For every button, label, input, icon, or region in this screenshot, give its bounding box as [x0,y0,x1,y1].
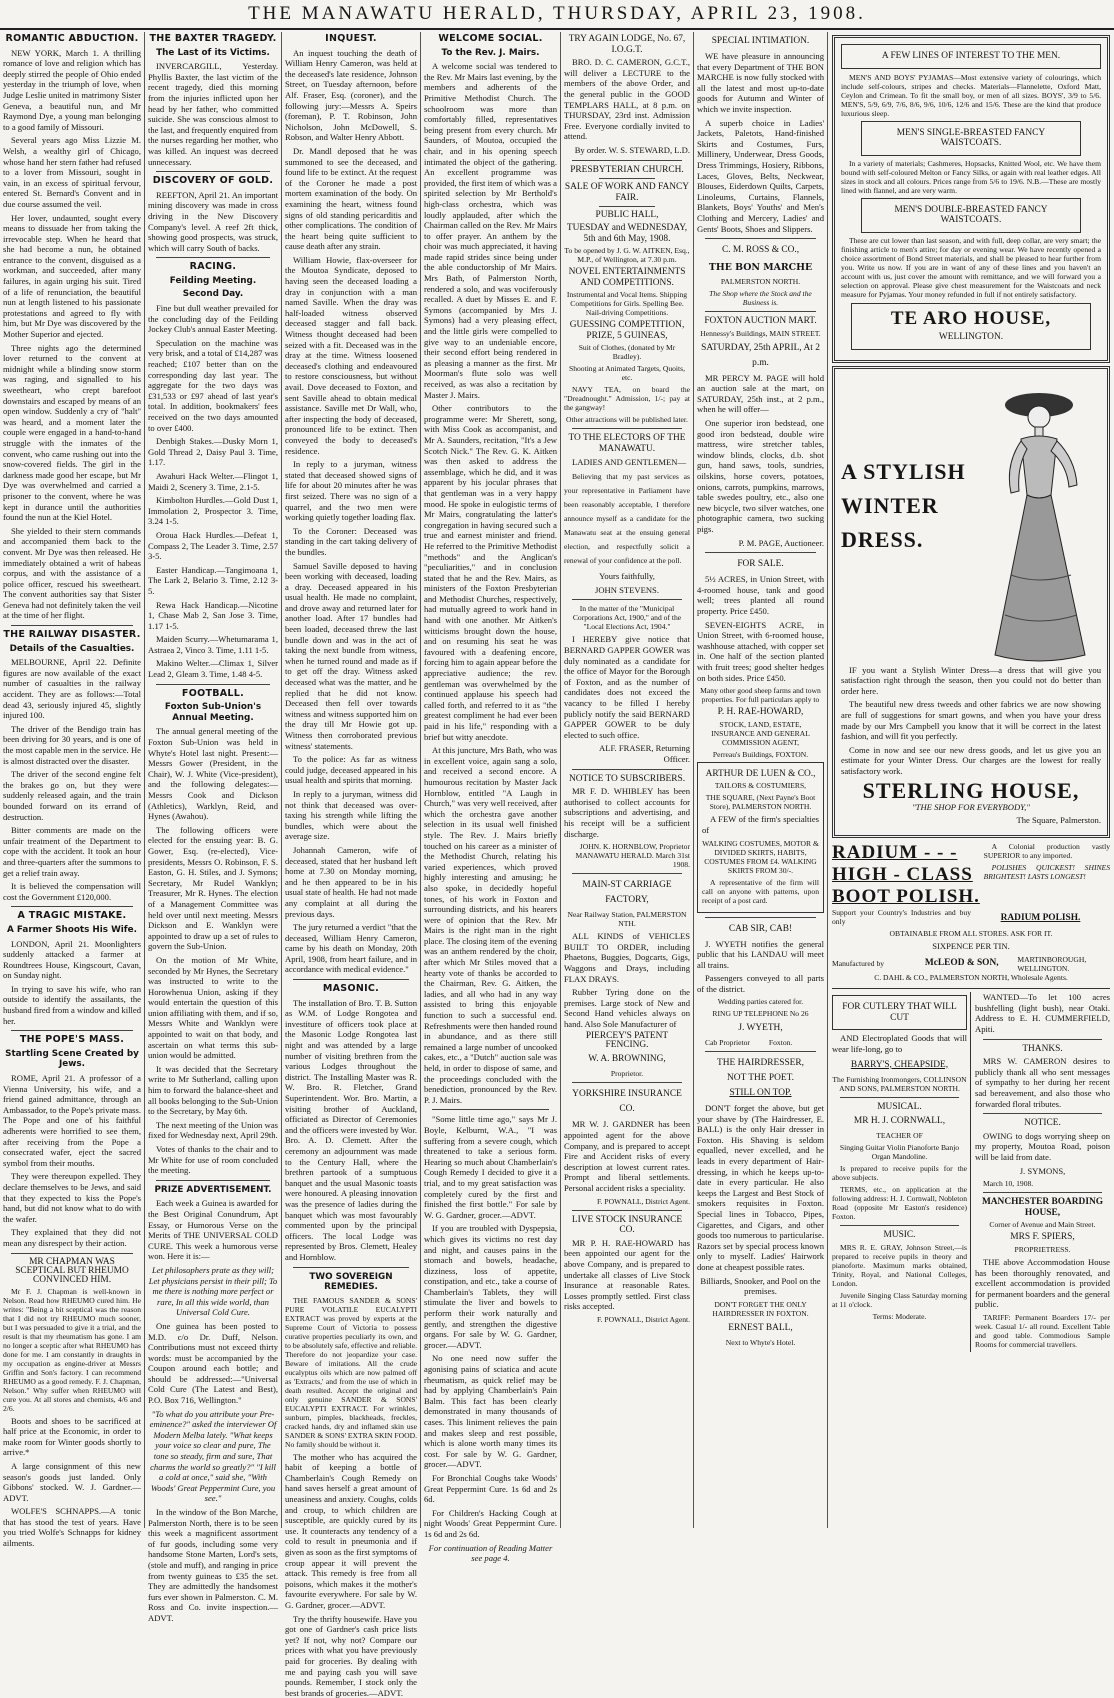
ad-signature: J. SYMONS, [1019,1165,1066,1176]
ad-title-block [832,842,984,908]
ad-text: OWING to dogs worrying sheep on my property, Moutoa Road, poison will be laid from date. [975,1130,1110,1162]
article-text: Fine but dull weather prevailed for the concluding day of the Feilding Jockey Club's annual Easter Meeting. [148,303,278,335]
article-text: LONDON, April 21. Moonlighters suddenly attacked a farmer at Roundtrees House, Kingscourt, Cavan, on Sunday night. [3,938,141,981]
ad-text: Wedding parties catered for. [717,997,804,1007]
ad-text: Proprietor. [610,1069,644,1079]
ad-text: Try the thrifty housewife. Have you got one of Gardner's cash price lists yet? If not, why not? Compare our prices with what you have previously paid for groceries. By dealing with me and paying cash you will save pounds. Remember, I stock only the best brands of groceries.—ADVT. [285,1613,417,1698]
ad-heading: NOTICE. [1024,1118,1061,1129]
verse: Let philosophers prate as they will; Let physicians persist in their pill; To me there is nothing more perfect or rare, In all this wide world, than Universal Cold Cure. [148,1264,278,1318]
ad-heading: MUSICAL. [877,1101,922,1112]
ad-title-block [841,375,981,557]
subheadline: Foxton Sub-Union's Annual Meeting. [164,702,262,723]
ad-text: No one need now suffer the agonising pains of sciatica and acute rheumatism, as quick relief may be had by applying Chamberlain's Pain Balm. This fact has been clearly demonstrated in many thousands of cases. This liniment relieves the pain and makes sleep and rest possible, which is alone worth many times its cost. For sale by W. G. Gardner, grocer.—ADVT. [424,1353,557,1470]
column-4 [421,32,560,1564]
subheadline: To the Rev. J. Mairs. [441,47,540,58]
race-result: Rewa Hack Handicap.—Nicotine 1, Chase Mab 2, San Jose 3. Time, 1.17 1-5. [148,599,278,631]
ad-title: STERLING HOUSE, [862,777,1080,803]
ad-text: TEACHER OF [876,1131,923,1141]
article-text: The driver of the second engine felt the brakes go on, but they were suddenly released again, and the train bounded forward on its errand of destruction. [3,769,141,822]
article-text: Several years ago Miss Lizzie M. Welsh, a wealthy girl of Chicago, whose hand her stern father had refused to a lover from Missouri, sought in vain, in an excess of spiritual fervour, entered St. Bernard's Convent and in due course assumed the veil. [3,135,141,209]
bon-marche-logo: THE BON MARCHE [708,262,813,274]
ad-text: By order. W. S. STEWARD, L.D. [574,144,690,155]
ad-heading: SATURDAY, 25th APRIL, At 2 p.m. [701,342,820,368]
ad-text: In a variety of materials; Cashmeres, Hopsacks, Knitted Wool, etc. We have them bound with self-coloured Melton or Fancy Silks, or again with real leather edges. All sizes in stock and all colours. Prices range from 5/6 to 19/6. N.B.—These are mostly lined with flannel, and are very warm. [841,158,1101,195]
ad-text: MEN'S AND BOYS' PYJAMAS—Most extensive variety of colourings, which include self-colours, stripes and checks. Materials—Flannelette, Oxford Matt, Ceylon and Crimean. To fit the small boy, or men of all sizes. BOYS', 3/9 to 5/6. MEN'S, 5/9, 6/9, 7/6, 8/6, 9/6, 10/6, 12/6 and 15/6. These are the kind that produce luxurious sleep. [841,72,1101,118]
ad-heading: MEN'S DOUBLE-BREASTED FANCY WAISTCOATS. [894,204,1048,226]
ad-text: MR P. H. RAE-HOWARD has been appointed our agent for the above Company, and is prepared to undertake all classes of Live Stock Insurance at reasonable Rates. Losses promptly settled. First class risks accepted. [564,1237,690,1312]
ad-text: A FEW of the firm's specialties of [702,814,819,835]
ad-text: MRS R. E. GRAY, Johnson Street,—is prepared to receive pupils in theory and pianoforte. Maximum marks obtained, Trinity, Royal, and National Colleges, London. [832,1242,967,1288]
ad-text: I HEREBY give notice that BERNARD GAPPER GOWER was duly nominated as a candidate for the office of Mayor for the Borough of Foxton, and as the number of candidates does not exceed the vacancy to be filled I hereby publicly notify the said BERNARD GAPPER GOWER to be duly elected to such office. [564,634,690,740]
article-text: Johannah Cameron, wife of deceased, stated that her husband left home at 7.30 on Monday morning, and he then appeared to be in his usual state of health. He had not made any complaint at all during the previous days. [285,844,417,919]
ad-signature: ALF. FRASER, Returning Officer. [599,743,690,764]
headline: DISCOVERY OF GOLD. [152,175,274,187]
ad-side-text [984,842,1110,908]
ad-text: AND Electroplated Goods that will wear life-long, go to [832,1033,967,1055]
article-text: Bitter comments are made on the unfair treatment of the Department to cope with the accident. It took an hour and three-quarters after the summons to get a relief train away. [3,825,141,878]
ad-box-sterling [832,366,1110,838]
ad-title: A STYLISH [841,458,966,484]
ad-text: OBTAINABLE FROM ALL STORES. ASK FOR IT. [889,928,1053,938]
ad-heading: PIERCEY'S PATENT FENCING. [585,1031,669,1051]
headline: MASONIC. [322,983,380,995]
ad-heading: PRESBYTERIAN CHURCH. [570,164,684,175]
subheadline: Startling Scene Created by Jews. [5,1048,139,1070]
ad-text: TAILORS & COSTUMIERS, [714,781,807,791]
ad-text: J. WYETH notifies the general public that his LANDAU will meet all trains. [697,938,824,970]
ad-text: TARIFF: Permanent Boarders 17/- per week. Casual 1/- all round. Excellent Table and good table. Commodious Sample Rooms for commercial travellers. [975,1312,1110,1349]
ad-heading: THE HAIRDRESSER, [717,1058,804,1069]
headline: THE BAXTER TRAGEDY. [149,33,277,44]
column-3 [282,32,420,1698]
ad-text: A Colonial production vastly SUPERIOR to any imported. [983,841,1110,860]
ad-text: One guinea has been posted to M.D. c/o Dr. Duff, Nelson. Contributions must not exceed thirty words: must be accompanied by the Coupon around each bottle; and should be addressed:—"Universal Cold Cure (The Latest and Best), P.O. Box 716, Wellington." [148,1320,278,1406]
ad-text: "Some little time ago," says Mr J. Boyle, Kelburnt, W.A., "I was suffering from a severe cough, which threatened to take a serious form. Hearing so much about Chamberlain's Cough Remedy I decided to give it a trial, and to my great satisfaction was completely cured by the first and finished the first bottle." For sale by W. G. Gardner, grocer.—ADVT. [424,1114,557,1220]
ad-heading: C. M. ROSS & CO., [721,245,800,256]
ad-text: Many other good sheep farms and town properties. For full particulars apply to [700,686,821,705]
race-result: Denbigh Stakes.—Dusky Morn 1, Gold Thread 2, Daisy Paul 3. Time, 1.17. [148,436,278,468]
ad-heading: P. H. RAE-HOWARD, [717,707,804,718]
ad-text: WANTED—To let 100 acres bushfelling (light bush), near Otaki. Address to E. H. CUMMERFIELD, Apiti. [975,992,1110,1035]
ad-row [832,908,1110,929]
ad-text: To be opened by J. G. W. AITKEN, Esq., M.P., of Wellington, at 7.30 p.m. [564,246,690,265]
ad-text: In the window of the Bon Marche, Palmerston North, there is to be seen this week a magnificent assortment of fur goods, including some very handsome Stone Marten, Lord's sets, (stole and muff), and ranging in price from twenty guineas to £35 the set. They are admittedly the handsomest furs ever shown in Palmerston. C. M. Ross and Co. invite inspection.—ADVT. [148,1507,278,1623]
ad-text: PROPRIETRESS. [1014,1244,1071,1254]
ad-text: NAVY TEA, on board the "Dreadnought." Admission, 1/-; pay at the gangway! [564,385,690,413]
ad-text: THE FAMOUS SANDER & SONS' PURE VOLATILE EUCALYPTI EXTRACT was proved by experts at the Supreme Court of Victoria to possess curative properties peculiarly its own, and to be absolutely safe, effective and reliable. Therefore do not jeopardize your case. Beware of imitations. All the crude eucalyptus oils which are now palmed off as 'Extracts,' and from the use of which in death resulted. Accept the original and only genuine SANDER & SONS' EUCALYPTI EXTRACT. For wrinkles, sunburn, pimples, blackheads, freckles, cracked hands, dry and inflamed skin use SANDER & SONS' EXTRA SKIN FOOD. No family should be without it. [285,1295,417,1449]
ad-text: One superior iron bedstead, one good iron bedstead, double wire mattress, wire stretcher tables, window blinds, clocks, d.b. shot gun, hand saws, tools, sundries, oilskins, horse covers, potatoes, onions, carrots, pumpkins, marrows, table swedes poultry, etc., also one new bicycle, two silver watches, one photographic camera, two sucking pigs. [697,418,824,534]
ad-text: Near Railway Station, PALMERSTON NTH. [567,910,687,929]
ad-heading-box [861,198,1081,233]
headline: THE POPE'S MASS. [19,1034,125,1046]
masthead: THE MANAWATU HERALD, THURSDAY, APRIL 23, 1908. [0,0,1114,30]
ad-text: IF you want a Stylish Winter Dress—a dress that will give you satisfaction right through the season, then you could not do better than order here. [841,664,1101,696]
race-result: Awahuri Hack Welter.—Flingot 1, Maidi 2, Scenery 3. Time, 2.1-5. [148,470,278,492]
article-text: Three nights ago the determined lover returned to the convent at midnight while a blinding snow storm was raging, and signalled to his sweetheart, who crept barefoot downstairs and escaped by means of an open window. Suddenly a cry of "halt" was heard, and a moment later the couple were engaged in a hand-to-hand struggle with the inmates of the convent, who came rushing out into the snow-covered fields. The girl in the darkness made good her escape, but Mr Dye was overwhelmed and carried a prisoner to the convent, where he was kept in durance until the authorities found the nun at the Kiel Hotel. [3,342,141,523]
ad-text: Boots and shoes to be sacrificed at half price at the Economic, in order to make room for Winter goods shortly to arrive.* [3,1415,141,1458]
article-text: Speculation on the machine was very brisk, and a total of £14,287 was reached; £107 better than on the corresponding day last year. The aggregate for the two days was £31,533 or £97 ahead of last year's total. In addition, bookmakers' fees received on the two days amounted to over £400. [148,337,278,433]
ad-text: Shooting at Animated Targets, Quoits, etc. [568,364,686,383]
ad-heading: THANKS. [1022,1043,1063,1054]
ad-heading: BARRY'S, CHEAPSIDE, [850,1059,949,1070]
ad-text: A representative of the firm will call on anyone with patterns, upon receipt of a post card. [702,877,819,905]
ad-heading: RADIUM POLISH. [1000,912,1081,923]
ad-text: Mr F. J. Chapman is well-known in Nelson. Read how RHEUMO cured him. He writes: "Being a bit sceptical was the reason that I did not try RHEUMO much sooner, but I was persuaded to give it a trial, and the result is that my rheumatism has gone. I am no longer a sceptic after what RHEUMO has done for me. I am constantly in draughts in my occupation as engine-driver at Messrs Griffin and Son's factory. I can recommend RHEUMO as a good remedy. F. J. Chapman, Nelson." Why suffer when RHEUMO will cure you. At all stores and chemists, 4/6 and 2/6. [3,1286,141,1413]
ad-text: A superb choice in Ladies' Jackets, Paletots, Hand-finished Skirts and Costumes, Furs, Millinery, Underwear, Dress Goods, Dress Trimmings, Hosiery, Ribbons, Laces, Gloves, Belts, Neckwear, Blouses, Eiderdown Quilts, Carpets, Linoleums, Curtains, Flannels, Blankets, Boys' Youths' and Men's Clothing and Mercery, Ladies' and Gents' Boots, Shoes and Slippers. [697,117,824,234]
ad-text: The Shop where the Stock and the Business is. [709,289,812,308]
ad-text: SEVEN-EIGHTS ACRE, in Union Street, with 6-roomed house, washhouse attached, with copper set in. One half of the section planted with fruit trees; good shelter hedges on both sides. Price £450. [697,619,824,683]
ad-text: Believing that my past services as your representative in Parliament have been reasonably acceptable, I therefore announce myself as a candidate for the Manawatu seat at the ensuing general election, and respectfully solicit a renewal of your confidence at the poll. [564,472,690,566]
ad-text: SIXPENCE PER TIN. [932,940,1010,951]
column-7 [828,32,1114,1528]
ad-heading: W. A. BROWNING, [588,1054,666,1065]
ad-text: Come in now and see our new dress goods, and let us give you an estimate for your Winter Dress. Our charges are the lowest for really satisfactory work. [841,744,1101,776]
ad-text: Terms: Moderate. [872,1311,927,1321]
ad-text: THE SQUARE, (Next Payne's Boot Store), PALMERSTON NORTH. [705,793,816,812]
subheadline: A Farmer Shoots His Wife. [7,924,137,935]
ad-text: MR W. J. GARDNER has been appointed agent for the above Company, and is prepared to accept Fire and Accident risks of every description at lowest current rates. Prompt and liberal settlements. Personal accident risks a speciality. [564,1119,690,1194]
ad-text: The beautiful new dress tweeds and other fabrics we are now showing are full of suggestions for smart gowns, and when you have your dress made by our Mrs Campbell you know that it will be correct in the latest fashion, and will fit you perfectly. [841,699,1101,742]
ad-text: POLISHES QUICKEST! SHINES BRIGHTEST! LASTS LONGEST! [983,862,1110,881]
article-text: In reply to a juryman, witness did not think that deceased was over-taxing his strength while lifting the bundles, which were about the average size. [285,788,417,842]
article-text: Votes of thanks to the chair and to Mr White for use of room concluded the meeting. [148,1144,278,1176]
ad-heading: MEN'S SINGLE-BREASTED FANCY WAISTCOATS. [896,127,1046,149]
article-text: Other contributors to the programme were: Mr Sherett, song, with Miss Cook as accompanist, and Mr A. Saunders, recitation, "It's a Jew Scotch Nick." The Rev. G. K. Aitken was then asked to address the assemblage, which he did, and it was apparent by his jocular phrases that that gentleman was in a very happy mood. He spoke in eulogistic terms of Mr Mairs, congratulating the latter's congregation in having secured such a true and earnest minister and friend. He referred to the Primitive Methodist "methods" and the Anglican's "peculiarities," and in conclusion stated that he and the Rev. Mairs, as ministers of the Foxton Presbyterian and Methodist Churches, respectively, had mutually agreed to work hand in hand with one another. Mr Aitken's witticisms brought down the house, and on resuming his seat he was favoured with a deafening encore, forcing him to again appear before the appreciative audience; the rev. gentleman was overwhelmed by the continued applause his speech had called forth, and referred to it as "the greatest compliment he had ever been paid in his life," responding with a brief but witty anecdote. [424,403,557,742]
article-text: William Howie, flax-overseer for the Moutoa Syndicate, deposed to having seen the deceased loading a dray in conjunction with a man named Saville. When the dray was half-loaded witness observed deceased stagger and fall back. Witness thought deceased had been seized with a fit. Deceased was in the dray at the time. Witness loosened deceased's clothing and endeavoured to restore consciousness, but without avail. Dove deceased to Foxton, and sent Saville ahead to obtain medical assistance. Saville met Dr Wall, who, after inspecting the body of deceased, pronounced life to be extinct. Then conveyed the body to deceased's residence. [285,254,417,456]
ad-heading: WELLINGTON. [938,331,1004,342]
ad-text: 5½ ACRES, in Union Street, with 4-roomed house, tank and good well; trees planted all round property. Price £450. [697,574,824,616]
ad-box [697,762,824,913]
headline: TWO SOVEREIGN REMEDIES. [309,1271,393,1293]
ad-text: LADIES AND GENTLEMEN— [572,456,687,467]
ad-heading: MUSIC. [883,1230,916,1241]
ad-heading: TO THE ELECTORS OF THE MANAWATU. [568,433,686,455]
ad-heading: PUBLIC HALL, [595,210,659,221]
ad-title: DRESS. [841,526,924,552]
ad-box-te-aro [832,35,1110,363]
ad-text: Hennessy's Buildings, MAIN STREET. [700,328,821,338]
ad-signature: P. M. PAGE, Auctioneer. [738,537,824,548]
woman-in-dress-illustration [981,375,1101,665]
ad-heading: MR CHAPMAN WAS SCEPTICAL BUT RHEUMO CONVINCED HIM. [15,1256,129,1285]
article-text: REEFTON, April 21. An important mining discovery was made in cross driving in the New Discovery Company's level. A reef 2ft thick, showing good prospects, was struck, which will carry South of backs. [148,189,278,253]
headline: THE RAILWAY DISASTER. [3,629,141,641]
ad-text: MRS W. CAMERON desires to publicly thank all who sent messages of sympathy to her during her recent sad bereavement, and also those who forwarded floral tributes. [975,1056,1110,1109]
column-1 [0,32,144,1549]
ad-text: STOCK, LAND, ESTATE, INSURANCE AND GENERAL COMMISSION AGENT, [711,719,810,747]
verse: "To what do you attribute your Pre-eminence?" asked the interviewer Of Modern Melba lately. "What keeps your voice so clear and pure, The tone so steady, firm and sure, That charms the world so greatly?" "I kill a cold at once," said she, "With Woods' Great Peppermint Cure, you see." [149,1408,277,1504]
ad-text: DON'T FORGET THE ONLY HAIRDRESSER IN FOXTON. [712,1299,809,1318]
ad-text: For Children's Hacking Cough at night Woods' Great Peppermint Cure. 1s 6d and 2s 6d. [424,1507,557,1539]
ad-text: TERMS, etc., on application at the following address: H. J. Cornwall, Nobleton Road (opposite Mr Easton's residence) Foxton. [832,1185,967,1222]
headline: A TRAGIC MISTAKE. [17,910,127,922]
article-text: To the Coroner: Deceased was standing in the cart taking delivery of the bundles. [285,525,417,557]
ad-text: C. DAHL & CO., PALMERSTON NORTH, Wholesale Agents. [874,973,1068,983]
ad-heading: ERNEST BALL, [728,1322,793,1333]
ad-text: MR PERCY M. PAGE will hold an auction sale at the mart, on SATURDAY, 25th inst., at 2 p.m., when he will offer— [697,372,824,415]
ad-radium [832,842,1110,990]
column-5 [561,32,693,1528]
subheadline: The Last of its Victims. [156,47,270,58]
ad-text: PALMERSTON NORTH. [720,277,801,287]
ad-text: A large consignment of this new season's goods just landed. Only Gibbons' stocked. W. J. Gardner.—ADVT. [3,1460,141,1503]
article-text: Samuel Saville deposed to having been working with deceased, loading a dray. Deceased appeared in his usual health. He made no complaint, and drove away and returned later for another load. After 17 bundles had been loaded, deceased threw the last bundle down and was in the act of taking the next bundle from witness, when he turned round and made as if to get off the dray. Witness asked deceased what was the matter, and he replied that he did not know. Deceased then fell over towards witness and witness supported him on the dray till Mr Howie got up. Witness then corroborated previous witness' statements. [285,560,417,751]
headline: FOOTBALL. [181,687,245,699]
ad-text: The mother who has acquired the habit of keeping a bottle of Chamberlain's Cough Remedy on hand saves herself a great amount of uneasiness and anxiety. Coughs, colds and croup, to which children are susceptible, are quickly cured by its use. It counteracts any tendency of a cold to result in pneumonia and if given as soon as the first symptoms of croup appear it will prevent the attack. This remedy is free from all poisons, which makes it the mother's favourite everywhere. For sale by W. G. Gardner, grocer.—ADVT. [285,1451,417,1610]
ad-heading: FOR SALE. [737,559,784,570]
ad-heading: MRS F. SPIERS, [1010,1232,1075,1243]
headline: ROMANTIC ABDUCTION. [5,33,139,44]
ad-title: WINTER [841,492,939,518]
ad-heading: FOR CUTLERY THAT WILL CUT [842,1002,957,1023]
article-text: On the motion of Mr White, seconded by Mr Hynes, the Secretary was instructed to write to the Horowhenua Union, asking if they would entertain the question of this union affiliating with them, and if so, Messrs White and Wanklyn were appointed to wait on that body, and ascertain on what terms this sub-union would be admitted. [148,954,278,1061]
ad-heading: MAIN-ST CARRIAGE FACTORY, [582,880,672,906]
ad-split-right [975,992,1110,1352]
ad-split [832,992,1110,1352]
race-result: Easter Handicap.—Tangimoana 1, The Lark 2, Belario 3. Time, 2.12 3-5. [148,564,278,596]
ad-text: BRO. D. C. CAMERON, G.C.T., will deliver a LECTURE to the members of the above Order, and the general public in the GOOD TEMPLARS HALL, at 8 p.m. on THURSDAY, 23rd inst. Admission Free. Everyone cordially invited to attend. [564,57,690,142]
ad-text: RING UP TELEPHONE No 26 [712,1009,809,1019]
article-text: At this juncture, Mrs Bath, who was in excellent voice, again sang a solo, and received a second encore. A humourous recitation by Master Jack Hornblow, entitled "A Laugh in Church," was very well received, after which the orchestra gave another selection in its usual well finished style. The Rev. J. Mairs briefly touched on his career as a minister of the Methodist Church, relating his varied experiences, which proved highly interesting and amusing; he also spoke, in decidedly hopeful tones, of his work in Foxton and surrounding districts, and his hearers were of opinion that the Rev. Mr Mairs is the right man in the right place. The closing item of the evening was an anthem rendered by the choir, after which Mr Stiles moved that a hearty vote of thanks be accorded to the Chairman, Rev. G. Aitken, the ladies, and all who had in any way assisted to bring this enjoyable function to such a successful end. Refreshments were then handed round in abundance, and as there still remained a large number of uncooked cakes, etc., a "Dutch" auction sale was held, in order to dispose of same, and the proceedings concluded with the benediction, pronounced by the Rev. P. J. Mairs. [424,745,557,1105]
article-text: It is believed the compensation will cost the Government £120,000. [3,881,141,902]
ad-heading: YORKSHIRE INSURANCE CO. [572,1089,682,1115]
ad-heading: GUESSING COMPETITION, PRIZE, 5 GUINEAS, [569,320,685,341]
article-text: In trying to save his wife, who ran outside to identify the assailants, the husband fired from a window and killed her. [3,983,141,1026]
ad-text: The Square, Palmerston. [1016,815,1101,826]
ad-text: ALL KINDS of VEHICLES BUILT TO ORDER, including Phaetons, Buggies, Dogcarts, Gigs, Waggons and Drays, including FLAX DRAYS. [564,931,690,984]
article-text: The annual general meeting of the Foxton Sub-Union was held in Whyte's Hotel last night. Present:—Messrs Gower (President, in the Chair), W. J. White (Vice-president), and the following delegates:—Messrs Cook and Dickson (Athletics), Warklyn, Reid, and Hynes (Awahou). [148,726,278,822]
headline: INQUEST. [325,33,377,44]
ad-text: Other attractions will be published later. [566,415,688,425]
ad-text: Support your Country's Industries and buy only [832,907,971,926]
article-text: A welcome social was tendered to the Rev. Mr Mairs last evening, by the members and adherents of the Primitive Methodist Church. The schoolroom was more than comfortably filled, representatives being present from every church. Mr Saunders, of Moutoa, occupied the chair, and in his opening speech intimated the object of the gathering. An excellent programme was provided, the first item of which was a spirited selection by Mr Berthold's high-class orchestra, which was loudly applauded, after which the Chairman called on the Rev. Mr Mairs to offer prayer. An anthem by the choir was much appreciated, it having made rapid strides since being under the able conductorship of Mr Mairs. Mrs Bath, of Palmerston North, rendered a solo, and was vociferously recalled. A duet by Misses E. and F. Symons (accompanied by Mrs J. Symons) had a very pleasing effect, and the little girls were compelled to give way to an undeniable encore, their second effort being rendered in as pleasing a manner as the first. Mr Moorman's flute solo was well received, as was also a recitation by Master J. Mairs. [424,61,557,400]
column-6 [694,32,827,1528]
ad-heading: NOT THE POET. [727,1073,794,1084]
ad-split-left [832,992,971,1352]
article-text: The following officers were elected for the ensuing year: B. G. Gower, Esq. (re-elected), Vice-presidents, Messrs O. Robinson, F. S. Easton, G. H. Stiles, and J. Symons; Secretary, Mr Rudel Wanklyn; Treasurer, Mr R. Hynes. The election of a Management Committee was held over until next meeting. Messrs Dickson and E. Wanklyn were appointed to draw up a set of rules to govern the Sub-Union. [148,824,278,952]
ad-heading-box [832,995,967,1030]
subheadline: Details of the Casualties. [9,643,135,654]
ad-text: The Furnishing Ironmongers, COLLINSON AND SONS, PALMERSTON NORTH. [832,1074,967,1093]
ad-text: WE have pleasure in announcing that every Department of THE BON MARCHE is now fully stocked with all the latest and most up-to-date goods for Autumn and Winter of which we invite inspection. [697,51,824,114]
article-text: She yielded to their stern commands and accompanied them back to the convent. Mr Dye was then released. He immediately obtained a writ of habeas corpus, and with the assistance of a police officer, rescued his sweetheart. The convent authorities say that Sister Geneva had not definitely taken the veil at the time of her flight. [3,525,141,621]
ad-text: If you are troubled with Dyspepsia, which gives its victims no rest day and night, and causes pains in the stomach and bowels, headache, dizziness, loss of appetite, constipation, and etc., take a course of Chamberlain's Tablets, they will stimulate the liver and bowels to perform their work naturally and gently, and strengthen the digestive organs. For sale by W. G. Gardner, grocer.—ADVT. [424,1223,557,1350]
headline: PRIZE ADVERTISEMENT. [154,1184,272,1195]
subheadline: Second Day. [182,289,244,300]
ad-title: TE ARO HOUSE, [890,307,1052,329]
ad-text: Next to Whyte's Hotel. [725,1337,796,1347]
ad-text: March 10, 1908. [983,1179,1034,1189]
ad-signature: JOHN STEVENS. [595,584,659,595]
article-text: It was decided that the Secretary write to Mr Sutherland, calling upon him to forward the balance-sheet and all books belonging to the Sub-Union to the Secretary, by May 6th. [148,1063,278,1117]
ad-heading: McLEOD & SON, [924,958,999,969]
ad-text: Singing Guitar Violin Pianoforte Banjo Organ Mandoline. [839,1143,960,1162]
ad-heading-box [861,121,1081,156]
ad-text: THE above Accommodation House has been thoroughly renovated, and excellent accommodation is provided for permanent boarders and the general public. [975,1256,1110,1310]
ad-heading: SALE OF WORK AND FANCY FAIR. [564,182,690,203]
ad-text: DON'T forget the above, but get your shave by (The Hairdresser, E. BALL) is the only Hair dresser in Foxton. His Shaving is seldom equalled, never excelled, and he leads in every department of Hair-dressing, in which he keeps up-to-date in every particular. He also keeps the Largest and Best Stock of smokers requisites in Foxton. Special lines in Tobacco, Pipes, Cigarettes, and Cigars, and other goods too numerous to particularise. Razors set by special process known only to myself. Ladies' Hairwork done at cheapest possible rates. [697,1103,824,1272]
ad-box-inner [841,44,1101,69]
ad-text: Juvenile Singing Class Saturday morning at 11 o'clock. [832,1290,967,1309]
article-text: In reply to a juryman, witness stated that deceased showed signs of life for about 20 minutes after he was first seized. There was no sign of a quarrel, and the two men were working quietly together loading flax. [285,459,417,523]
race-result: Makino Welter.—Climax 1, Silver Lead 2, Gleam 3. Time, 1.48 4-5. [148,658,278,680]
ad-text: MARTINBOROUGH, WELLINGTON. [1017,954,1087,973]
ad-text: "THE SHOP FOR EVERYBODY," [912,801,1030,812]
ad-signature: F. POWNALL, District Agent. [596,1314,690,1324]
ad-heading: MR H. J. CORNWALL, [853,1116,946,1127]
ad-heading: CAB SIR, CAB! [728,923,793,934]
ad-text: In the matter of the "Municipal Corporations Act, 1900," and of the "Local Elections Act, 1904." [572,604,682,632]
article-text: Her lover, undaunted, sought every means to dissuade her from taking the irrevocable step. When he heard that she had become a nun, he obtained entrance to the convent, disguised as a workman, and succeeded, after many failures, in again urging his suit. Tired of a life of renunciation, the beautiful nun at length listened to his passionate protestations and agreed to fly with him, but Mr Dye was discovered by the Mother Superior and ejected. [3,212,141,340]
article-text: The next meeting of the Union was fixed for Wednesday next, April 29th. [148,1119,278,1141]
article-text: To the police: As far as witness could judge, deceased appeared in his usual health and spirits that morning. [285,754,417,786]
headline: WELCOME SOCIAL. [438,33,543,44]
ad-text: Instrumental and Vocal Items. Shipping Competitions for Girls. Spelling Bee. Nail-driving Competitions. [566,290,688,318]
ad-heading: TRY AGAIN LODGE, No. 67, I.O.G.T. [568,34,686,55]
article-text: They explained that they did not mean any disrespect by their action. [3,1227,141,1248]
ad-title: BOOT POLISH. [832,885,980,907]
ad-heading: MANCHESTER BOARDING HOUSE, [981,1197,1104,1218]
ad-text: Billiards, Snooker, and Pool on the premises. [700,1275,821,1297]
ad-text: Passengers conveyed to all parts of the district. [697,973,824,994]
ad-heading: STILL ON TOP. [729,1088,792,1099]
ad-text: These are cut lower than last season, and with full, deep collar, are very smart; the finishing article to men's attire; for day or evening wear. We have recently opened a choice assortment of Bond Street materials, and shall be pleased to hear further from you. Write us now. If you are in want of any of these lines and you haven't an account with us, just cover the amount with remittance, and we will forward you a selection on approval. Please give chest measurement for the Waistcoats and neck measure for Pyjamas. Your money refunded in full if not entirely satisfactory. [841,235,1101,299]
article-text: The jury returned a verdict "that the deceased, William Henry Cameron, came by his death on Monday, 20th April, 1908, from heart failure, and in accordance with medical evidence." [285,922,417,975]
continuation-note: For continuation of Reading Matter see page 4. [428,1542,553,1564]
race-result: Kimbolton Hurdles.—Gold Dust 1, Immolation 2, Prospector 3. Time, 3.24 1-5. [148,495,278,527]
article-text: MELBOURNE, April 22. Definite figures are now available of the exact number of casualties in the railway accident. They are as follows:—Total dead 43, seriously injured 45, slightly injured 100. [3,657,141,721]
ad-heading-box [851,303,1091,350]
ad-text: Each week a Guinea is awarded for the Best Original Conundrum, Apt Essay, or Humorous Verse on the Merits of THE UNIVERSAL COLD CURE. This week a humorous verse won. Here it is:— [148,1198,278,1262]
article-text: ROME, April 21. A professor of a Vienna University, his wife, and a friend gained admittance, through an Ambassador, to the Pope's private mass. The Pope and one of his faithful adherents were horrified to see them, after receiving from the Pope a consecrated wafer, eject the sacred symbol from their mouths. [3,1073,141,1168]
ad-heading: J. WYETH, [738,1023,783,1034]
ad-text: Rubber Tyring done on the premises. Large stock of New and Second Hand vehicles always on hand. Also Sole Manufacturer of [564,987,690,1029]
ad-heading: NOTICE TO SUBSCRIBERS. [568,773,686,784]
article-text: An inquest touching the death of William Henry Cameron, was held at the deceased's late residence, Johnson Street, on Tuesday afternoon, before Alf. Fraser, Esq. (coroner), and the following jury:—Messrs A. Speirs (foreman), P. T. Robinson, John Nicholson, John McDowell, S. Robson, and Walter Henry Abbott. [285,47,417,143]
subheadline: Feilding Meeting. [169,275,257,286]
ad-title: HIGH - CLASS [832,863,973,885]
ad-heading: NOVEL ENTERTAINMENTS AND COMPETITIONS. [568,267,686,288]
ad-text: MR F. D. WHIBLEY has been authorised to collect accounts for subscriptions and advertising, and his receipt will be a sufficient discharge. [564,786,690,839]
race-result: Maiden Scurry.—Whetumarama 1, Astraea 2, Vinco 3. Time, 1.11 1-5. [148,634,278,655]
article-text: They were thereupon expelled. They declare themselves to be Jews, and said that they expected to kiss the Pope's hand, but did not know what to do with the wafer. [3,1171,141,1224]
ad-text: Cab Proprietor Foxton. [705,1038,793,1048]
ad-text: WOLFE'S SCHNAPPS.—A tonic that has stood the test of years. Have you tried Wolfe's Schnapps for kidney ailments. [3,1506,141,1549]
ad-text: Yours faithfully, [599,571,655,582]
ad-heading: A FEW LINES OF INTEREST TO THE MEN. [881,51,1061,61]
article-text: NEW YORK, March 1. A thrilling romance of love and religion which has deeply stirred the people of Ohio ended yesterday in the triumph of love, when Judge Leslie united in matrimony Sister Geneva, a beautiful nun, and Mr Raymond Dye, a young man belonging to a good family of Missouri. [3,47,141,132]
ad-heading: SPECIAL INTIMATION. [711,36,810,46]
ad-text: Corner of Avenue and Main Street. [989,1220,1096,1230]
ad-text: Perreau's Buildings, FOXTON. [712,749,809,759]
ad-heading: ARTHUR DE LUEN & CO., [705,768,816,779]
ad-text: WALKING COSTUMES, MOTOR & DIVIDED SKIRTS, HABITS, COSTUMES FROM £4. WALKING SKIRTS FROM 30/-. [702,838,819,875]
ad-heading: FOXTON AUCTION MART. [704,316,817,327]
column-2 [145,32,281,1623]
ad-row [832,954,1110,973]
ad-text: Is prepared to receive pupils for the above subjects. [832,1164,967,1183]
ad-text: Suit of Clothes, (donated by Mr Bradley). [578,343,676,362]
race-result: Oroua Hack Hurdles.—Defeat 1, Compass 2, The Leader 3. Time, 2.57 3-5. [148,529,278,562]
ad-text: For Bronchial Coughs take Woods' Great Peppermint Cure. 1s 6d and 2s 6d. [424,1472,557,1505]
ad-heading: LIVE STOCK INSURANCE CO. [571,1214,683,1236]
article-text: INVERCARGILL, Yesterday. Phyllis Baxter, the last victim of the recent tragedy, died this morning from the injuries inflicted upon her head by her father, who committed suicide. She was conscious almost to the last, and frequently enquired from the nurses regarding her mother, who was killed. An inquest was decreed unnecessary. [148,61,278,167]
article-text: Dr. Mandl deposed that he was summoned to see the deceased, and found life to be extinct. At the request of the Coroner he made a post mortem examination of the body. On examining the heart, witness found signs of old standing pericarditis and other complications. The condition of the heart being quite sufficient to cause death after any strain. [285,145,417,252]
ad-top-row [832,842,1110,908]
headline: RACING. [189,261,237,273]
ad-top-row [841,375,1101,665]
ad-title: RADIUM - - - [832,841,958,863]
article-text: The driver of the Bendigo train has been driving for 30 years, and is one of the most capable men in the service. He is almost distracted over the disaster. [3,723,141,766]
article-text: The installation of Bro. T. B. Sutton as W.M. of Lodge Rongotea and investiture of officers took place at the Masonic Lodge Rongotea last night and was attended by a large number of visiting brethren from the various Lodges throughout the district. The Installing Master was R. W. Bro. R. Fletcher, Grand Superintendent. Wor. Bro. Martin, a visiting brother of Auckland, officiated as Director of Ceremonies and the officers were invested by Wor. Bro. A. D. Clemett. After the ceremony an adjournment was made to the Century Hall, where the brethren partook of a sumptuous banquet and the usual Masonic toasts were honoured. A pleasing innovation was the presence of ladies during the banquet which was most favourably commented upon by the principal officers. The local Lodge was represented by Bros. Clemett, Healey and Hornblow. [285,997,417,1262]
ad-signature: JOHN. K. HORNBLOW, Proprietor MANAWATU HERALD. March 31st 1908. [575,842,690,870]
ad-signature: F. POWNALL, District Agent. [596,1196,690,1206]
ad-heading: TUESDAY and WEDNESDAY, 5th and 6th May, 1908. [566,222,688,244]
ad-text: Manufactured by [832,959,885,969]
